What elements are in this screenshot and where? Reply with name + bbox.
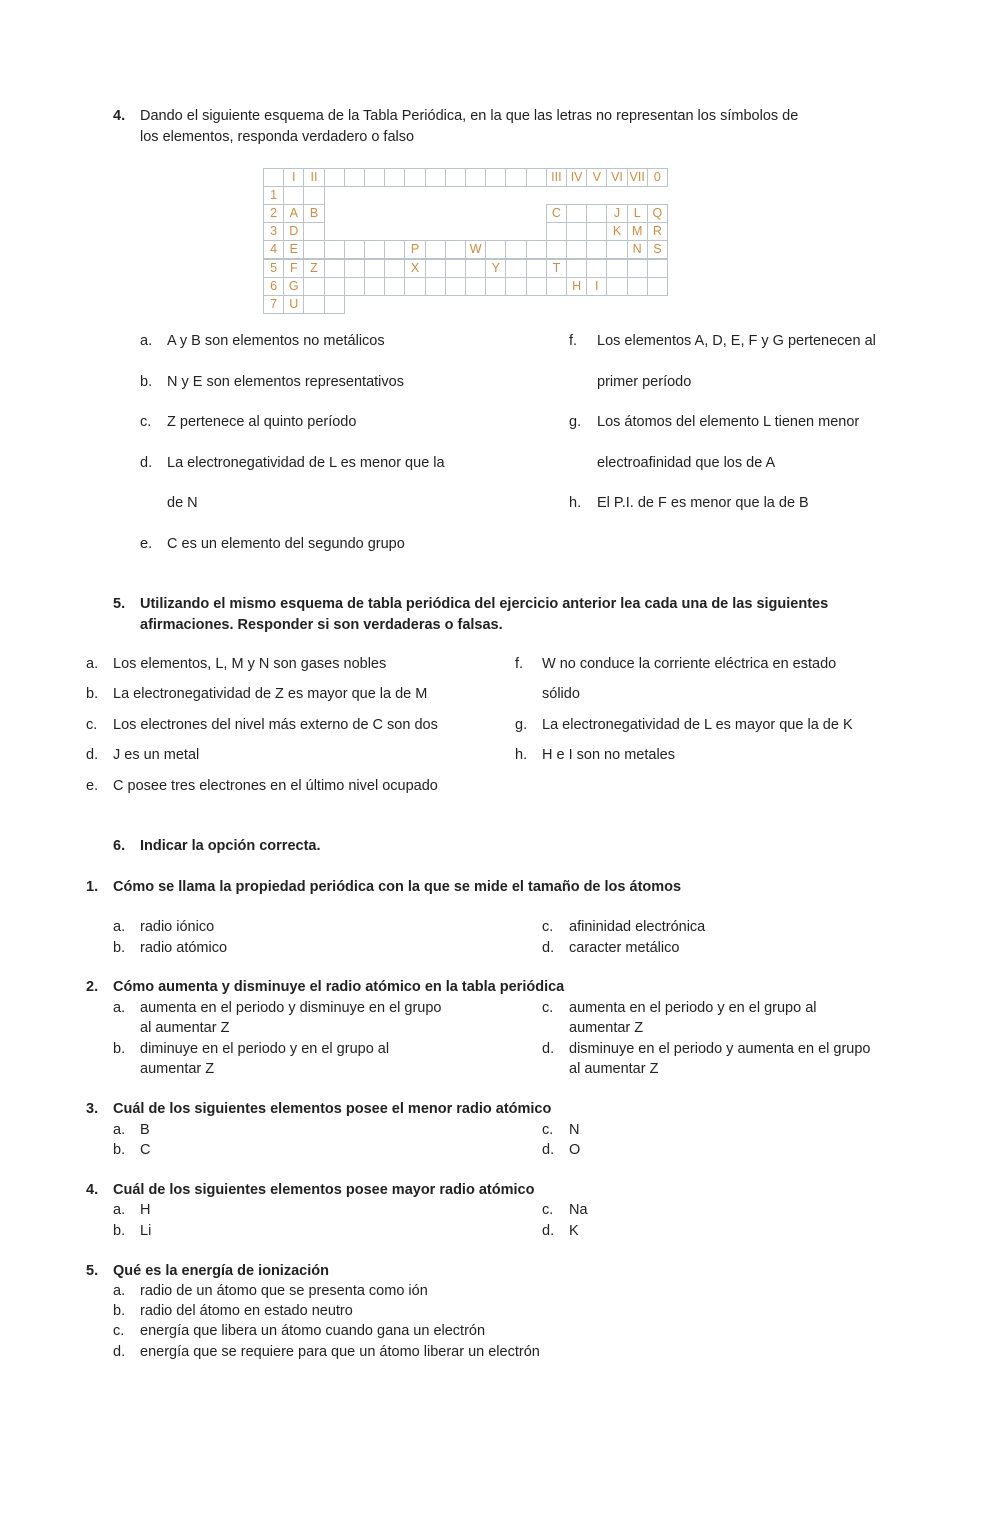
table-header-cell [425, 168, 446, 187]
table-cell [566, 204, 587, 223]
mc-option-text: radio de un átomo que se presenta como ión [140, 1283, 428, 1299]
mc-option-text: H [140, 1202, 151, 1218]
table-header-cell [344, 168, 365, 187]
table-cell [303, 186, 324, 205]
table-cell: 6 [263, 277, 284, 296]
q5-line1: Utilizando el mismo esquema de tabla periódica del ejercicio anterior lea cada una de las siguientes [140, 596, 829, 612]
table-cell [404, 277, 425, 296]
table-cell [324, 277, 345, 296]
mc-option-letter: b. [113, 1223, 126, 1239]
table-cell [445, 259, 466, 278]
mc-option-letter: a. [113, 1122, 126, 1138]
q5-item-text: W no conduce la corriente eléctrica en estado [542, 656, 837, 672]
table-cell [485, 240, 506, 259]
q5-item-text: La electronegatividad de Z es mayor que la de M [113, 686, 428, 702]
q4-line1: Dando el siguiente esquema de la Tabla Periódica, en la que las letras no representan los símbolos de [140, 108, 799, 124]
table-cell: C [546, 204, 567, 223]
q4-item-text: El P.I. de F es menor que la de B [597, 495, 809, 511]
q4-item-letter: g. [569, 414, 582, 430]
table-cell: 3 [263, 222, 284, 241]
table-cell [465, 277, 486, 296]
mc-option-text: caracter metálico [569, 940, 680, 956]
mc-question-number: 2. [86, 979, 99, 995]
q4-item-letter: h. [569, 495, 582, 511]
table-header-cell [526, 168, 547, 187]
table-cell [606, 277, 627, 296]
mc-question-text: Cuál de los siguientes elementos posee el menor radio atómico [113, 1101, 552, 1117]
table-cell: 2 [263, 204, 284, 223]
table-cell: 5 [263, 259, 284, 278]
q5-item-letter: h. [515, 747, 528, 763]
mc-option-letter: a. [113, 1202, 126, 1218]
q5-item-letter: b. [86, 686, 99, 702]
table-cell [303, 240, 324, 259]
mc-option-text: K [569, 1223, 579, 1239]
table-cell [303, 222, 324, 241]
table-header-cell: III [546, 168, 567, 187]
table-cell: R [647, 222, 668, 241]
q5-item-letter: a. [86, 656, 99, 672]
q4-item-letter: a. [140, 333, 153, 349]
q5-item-letter: d. [86, 747, 99, 763]
mc-option-text: afininidad electrónica [569, 919, 706, 935]
mc-question-text: Qué es la energía de ionización [113, 1263, 329, 1279]
table-cell [566, 222, 587, 241]
q4-item-letter: e. [140, 536, 153, 552]
q5-number: 5. [113, 596, 126, 612]
table-cell [384, 277, 405, 296]
table-cell: J [606, 204, 627, 223]
q4-item-letter: f. [569, 333, 578, 349]
table-header-cell [263, 168, 284, 187]
table-cell: A [283, 204, 304, 223]
mc-option-letter: b. [113, 1303, 126, 1319]
table-cell [546, 222, 567, 241]
q5-item-letter: c. [86, 717, 98, 733]
mc-option-text-cont: al aumentar Z [140, 1020, 230, 1036]
mc-option-letter: d. [542, 940, 555, 956]
table-cell: K [606, 222, 627, 241]
table-header-cell: IV [566, 168, 587, 187]
mc-option-letter: a. [113, 1000, 126, 1016]
mc-option-letter: c. [542, 1202, 554, 1218]
q4-item-letter: b. [140, 374, 153, 390]
table-cell [364, 277, 385, 296]
q5-item-letter: g. [515, 717, 528, 733]
table-cell [364, 259, 385, 278]
mc-option-letter: c. [542, 919, 554, 935]
table-cell [445, 277, 466, 296]
table-cell: E [283, 240, 304, 259]
table-header-cell: V [586, 168, 607, 187]
q4-item-text-cont: primer período [597, 374, 692, 390]
mc-option-letter: b. [113, 940, 126, 956]
table-cell [566, 240, 587, 259]
table-cell [647, 277, 668, 296]
table-cell [566, 259, 587, 278]
table-cell: U [283, 295, 304, 314]
table-cell [425, 259, 446, 278]
table-cell: Y [485, 259, 506, 278]
table-cell [526, 240, 547, 259]
table-cell [627, 259, 648, 278]
table-header-cell: I [283, 168, 304, 187]
q5-item-text: J es un metal [113, 747, 200, 763]
mc-option-text: radio del átomo en estado neutro [140, 1303, 353, 1319]
table-cell [425, 277, 446, 296]
q5-item-text: H e I son no metales [542, 747, 675, 763]
table-cell [647, 259, 668, 278]
mc-option-text: energía que se requiere para que un átomo liberar un electrón [140, 1344, 540, 1360]
mc-option-letter: c. [113, 1323, 125, 1339]
table-cell [526, 277, 547, 296]
table-header-cell [384, 168, 405, 187]
table-cell: B [303, 204, 324, 223]
table-cell [546, 277, 567, 296]
mc-option-text: radio atómico [140, 940, 228, 956]
table-cell [586, 204, 607, 223]
table-cell [505, 240, 526, 259]
table-cell [344, 259, 365, 278]
q5-item-letter: f. [515, 656, 524, 672]
table-header-cell [404, 168, 425, 187]
table-cell [505, 277, 526, 296]
q4-item-text: N y E son elementos representativos [167, 374, 404, 390]
table-cell [324, 295, 345, 314]
mc-option-letter: d. [542, 1041, 555, 1057]
mc-option-letter: a. [113, 919, 126, 935]
mc-option-letter: c. [542, 1122, 554, 1138]
q4-number: 4. [113, 108, 126, 124]
mc-question-text: Cómo se llama la propiedad periódica con la que se mide el tamaño de los átomos [113, 879, 682, 895]
table-cell: N [627, 240, 648, 259]
q5-item-text-cont: sólido [542, 686, 580, 702]
mc-question-number: 4. [86, 1182, 99, 1198]
table-cell [425, 240, 446, 259]
mc-question-number: 1. [86, 879, 99, 895]
table-cell [505, 259, 526, 278]
mc-option-text: aumenta en el periodo y disminuye en el grupo [140, 1000, 442, 1016]
table-cell: I [586, 277, 607, 296]
mc-option-text: disminuye en el periodo y aumenta en el grupo [569, 1041, 871, 1057]
table-cell [606, 240, 627, 259]
mc-option-text-cont: aumentar Z [140, 1061, 215, 1077]
mc-option-letter: b. [113, 1041, 126, 1057]
table-cell [526, 259, 547, 278]
mc-option-letter: c. [542, 1000, 554, 1016]
table-cell: G [283, 277, 304, 296]
table-cell: X [404, 259, 425, 278]
table-cell [283, 186, 304, 205]
table-cell: 1 [263, 186, 284, 205]
q6-title: Indicar la opción correcta. [140, 838, 321, 854]
q4-line2: los elementos, responda verdadero o falso [140, 129, 415, 145]
table-header-cell: 0 [647, 168, 668, 187]
table-header-cell [364, 168, 385, 187]
table-header-cell [324, 168, 345, 187]
table-header-cell [465, 168, 486, 187]
mc-question-number: 3. [86, 1101, 99, 1117]
q5-item-letter: e. [86, 778, 99, 794]
q4-item-text: La electronegatividad de L es menor que la [167, 455, 445, 471]
mc-option-letter: d. [542, 1223, 555, 1239]
mc-option-text: energía que libera un átomo cuando gana un electrón [140, 1323, 486, 1339]
mc-option-text: aumenta en el periodo y en el grupo al [569, 1000, 817, 1016]
table-cell: Q [647, 204, 668, 223]
q6-number: 6. [113, 838, 126, 854]
table-cell: P [404, 240, 425, 259]
mc-question-text: Cuál de los siguientes elementos posee mayor radio atómico [113, 1182, 535, 1198]
mc-option-text: radio iónico [140, 919, 215, 935]
q4-item-text-cont: electroafinidad que los de A [597, 455, 776, 471]
table-cell [627, 277, 648, 296]
table-header-cell [445, 168, 466, 187]
q5-item-text: Los elementos, L, M y N son gases nobles [113, 656, 387, 672]
mc-option-letter: d. [113, 1344, 126, 1360]
mc-option-text: O [569, 1142, 581, 1158]
mc-question-text: Cómo aumenta y disminuye el radio atómico en la tabla periódica [113, 979, 565, 995]
table-header-cell: VII [627, 168, 648, 187]
mc-option-letter: a. [113, 1283, 126, 1299]
mc-option-text: Na [569, 1202, 588, 1218]
table-cell [465, 259, 486, 278]
q4-item-text: Los elementos A, D, E, F y G pertenecen al [597, 333, 876, 349]
table-cell: W [465, 240, 486, 259]
table-cell [324, 259, 345, 278]
table-cell: H [566, 277, 587, 296]
table-cell [445, 240, 466, 259]
q5-item-text: La electronegatividad de L es mayor que la de K [542, 717, 853, 733]
table-cell: 4 [263, 240, 284, 259]
table-cell [606, 259, 627, 278]
q4-item-text: Los átomos del elemento L tienen menor [597, 414, 860, 430]
mc-option-text: diminuye en el periodo y en el grupo al [140, 1041, 390, 1057]
mc-option-text-cont: aumentar Z [569, 1020, 644, 1036]
table-cell: Z [303, 259, 324, 278]
mc-option-text: Li [140, 1223, 152, 1239]
mc-option-letter: b. [113, 1142, 126, 1158]
table-cell [384, 259, 405, 278]
q5-line2: afirmaciones. Responder si son verdaderas o falsas. [140, 617, 503, 633]
table-cell [586, 240, 607, 259]
q4-item-text: A y B son elementos no metálicos [167, 333, 385, 349]
table-cell: M [627, 222, 648, 241]
table-cell [324, 240, 345, 259]
table-cell [384, 240, 405, 259]
mc-option-text: C [140, 1142, 151, 1158]
table-header-cell: II [303, 168, 324, 187]
table-header-cell [485, 168, 506, 187]
table-cell: L [627, 204, 648, 223]
q4-item-text: Z pertenece al quinto período [167, 414, 357, 430]
q4-item-letter: d. [140, 455, 153, 471]
table-cell: 7 [263, 295, 284, 314]
table-cell [485, 277, 506, 296]
mc-option-text-cont: al aumentar Z [569, 1061, 659, 1077]
table-cell [303, 295, 324, 314]
q5-item-text: Los electrones del nivel más externo de C son dos [113, 717, 438, 733]
table-cell [546, 240, 567, 259]
mc-option-text: B [140, 1122, 150, 1138]
periodic-table-scheme [263, 168, 663, 314]
table-cell [586, 259, 607, 278]
mc-question-number: 5. [86, 1263, 99, 1279]
table-header-cell: VI [606, 168, 627, 187]
table-cell [364, 240, 385, 259]
table-cell [344, 277, 365, 296]
table-cell: D [283, 222, 304, 241]
table-cell [586, 222, 607, 241]
q5-item-text: C posee tres electrones en el último nivel ocupado [113, 778, 438, 794]
q4-item-text-cont: de N [167, 495, 198, 511]
table-cell [344, 240, 365, 259]
mc-option-letter: d. [542, 1142, 555, 1158]
table-header-cell [505, 168, 526, 187]
mc-option-text: N [569, 1122, 580, 1138]
table-cell: S [647, 240, 668, 259]
table-cell: T [546, 259, 567, 278]
table-cell [303, 277, 324, 296]
q4-item-letter: c. [140, 414, 152, 430]
q4-item-text: C es un elemento del segundo grupo [167, 536, 405, 552]
table-cell: F [283, 259, 304, 278]
